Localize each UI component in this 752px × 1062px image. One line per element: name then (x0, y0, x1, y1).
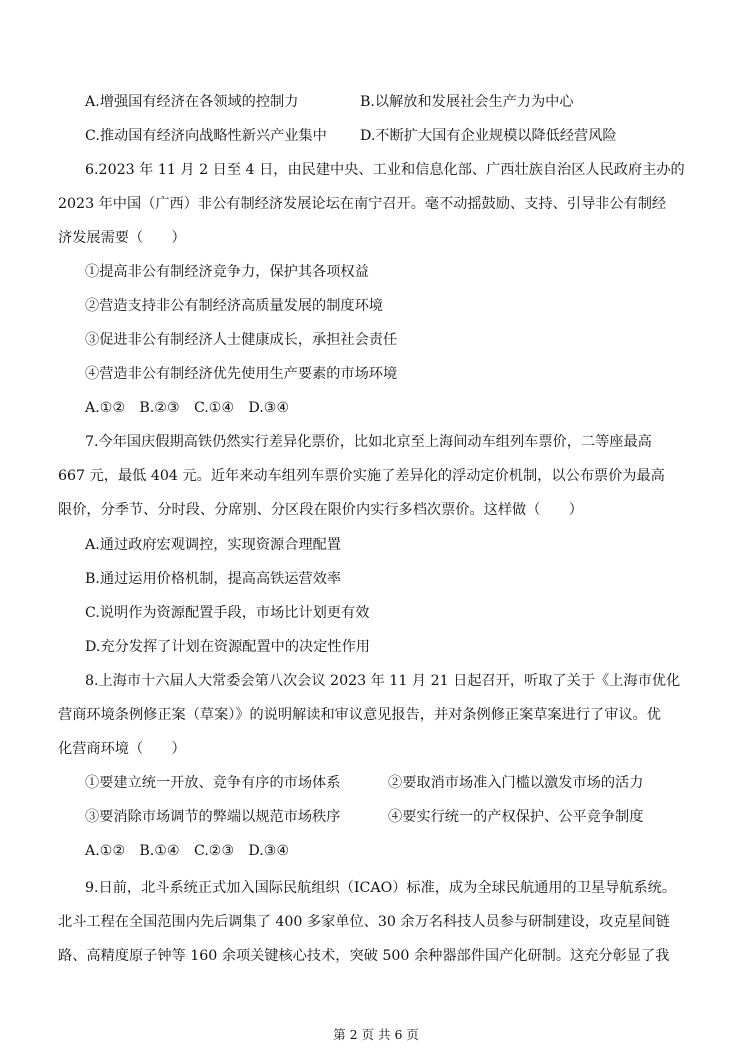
q5-option-a: A.增强国有经济在各领域的控制力 (85, 94, 299, 110)
q8-item-3: ③要消除市场调节的弊端以规范市场秩序 (85, 809, 341, 825)
q7-option-b: B.通过运用价格机制，提高高铁运营效率 (85, 571, 342, 587)
q8-options: A.①② B.①④ C.②③ D.③④ (85, 843, 290, 859)
q6-item-2: ②营造支持非公有制经济高质量发展的制度环境 (85, 298, 383, 314)
page-number-footer: 第 2 页 共 6 页 (333, 1027, 419, 1042)
q7-option-d: D.充分发挥了计划在资源配置中的决定性作用 (85, 639, 370, 655)
q7-stem-line-1: 7.今年国庆假期高铁仍然实行差异化票价，比如北京至上海间动车组列车票价，二等座最高 (85, 434, 652, 450)
q9-stem-line-1: 9.日前，北斗系统正式加入国际民航组织（ICAO）标准，成为全球民航通用的卫星导航系统。 (85, 880, 677, 896)
q7-option-c: C.说明作为资源配置手段，市场比计划更有效 (85, 605, 370, 621)
q8-stem-line-3: 化营商环境（ ） (58, 741, 186, 757)
q5-option-d: D.不断扩大国有企业规模以降低经营风险 (360, 128, 617, 144)
q6-item-3: ③促进非公有制经济人士健康成长，承担社会责任 (85, 332, 398, 348)
q6-item-1: ①提高非公有制经济竞争力，保护其各项权益 (85, 264, 369, 280)
q9-stem-line-3: 路、高精度原子钟等 160 余项关键核心技术，突破 500 余种器部件国产化研制。这充分彰显了我 (58, 948, 670, 964)
q6-options: A.①② B.②③ C.①④ D.③④ (85, 400, 290, 416)
q5-option-b: B.以解放和发展社会生产力为中心 (360, 94, 574, 110)
q7-stem-line-2: 667 元，最低 404 元。近年来动车组列车票价实施了差异化的浮动定价机制，以公布票价为最高 (58, 468, 665, 484)
q8-item-2: ②要取消市场准入门槛以激发市场的活力 (388, 775, 644, 791)
q8-item-4: ④要实行统一的产权保护、公平竞争制度 (388, 809, 644, 825)
q6-stem-line-2: 2023 年中国（广西）非公有制经济发展论坛在南宁召开。毫不动摇鼓励、支持、引导非公有制经 (58, 196, 667, 212)
q9-stem-line-2: 北斗工程在全国范围内先后调集了 400 多家单位、30 余万名科技人员参与研制建设，攻克星间链 (58, 914, 670, 930)
q6-stem-line-3: 济发展需要（ ） (58, 230, 186, 246)
q8-stem-line-2: 营商环境条例修正案（草案）》的说明解读和审议意见报告，并对条例修正案草案进行了审议。优 (58, 707, 661, 723)
q8-item-1: ①要建立统一开放、竞争有序的市场体系 (85, 775, 341, 791)
q6-item-4: ④营造非公有制经济优先使用生产要素的市场环境 (85, 366, 398, 382)
q5-option-c: C.推动国有经济向战略性新兴产业集中 (85, 128, 327, 144)
q7-stem-line-3: 限价，分季节、分时段、分席别、分区段在限价内实行多档次票价。这样做（ ） (58, 502, 583, 518)
q7-option-a: A.通过政府宏观调控，实现资源合理配置 (85, 537, 341, 553)
q6-stem-line-1: 6.2023 年 11 月 2 日至 4 日，由民建中央、工业和信息化部、广西壮族自治区人民政府主办的 (85, 162, 685, 178)
q8-stem-line-1: 8.上海市十六届人大常委会第八次会议 2023 年 11 月 21 日起召开，听取了关于《上海市优化 (85, 673, 681, 689)
